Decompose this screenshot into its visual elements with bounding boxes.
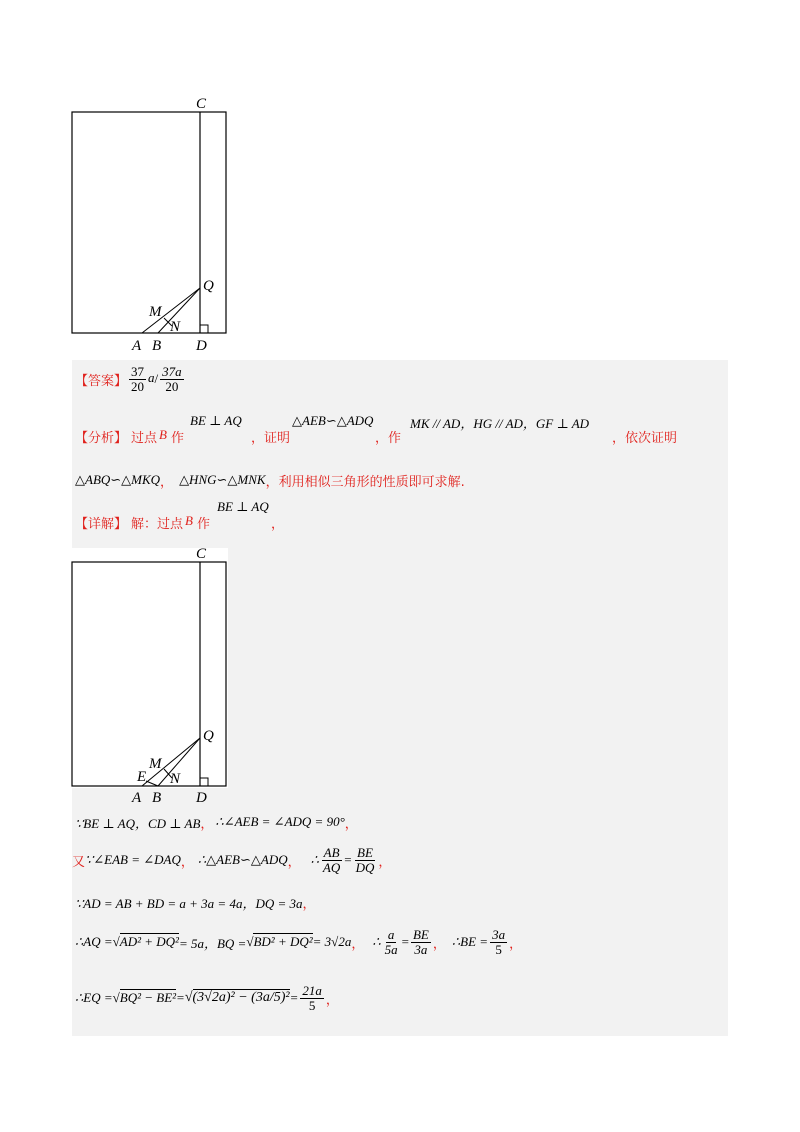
detail-text-1c: 作	[197, 517, 211, 532]
step-4-bq: = 5a，BQ =	[178, 935, 247, 951]
figure-2-svg	[60, 540, 240, 805]
outer-rectangle-2	[72, 562, 226, 786]
step-4-ratio-1	[381, 928, 402, 956]
detail-point-b: B	[185, 513, 193, 528]
label-m-2: M	[149, 756, 162, 772]
step-4-ratio-2-den: 3a	[414, 941, 428, 957]
figure-1-svg	[60, 90, 240, 355]
answer-line	[75, 362, 186, 396]
label-c: C	[196, 96, 207, 112]
step-3	[75, 892, 316, 912]
step-3-comma: ，	[302, 896, 316, 912]
analysis-math-3: MK // AD，HG // AD，GF ⊥ AD	[410, 416, 590, 431]
step-1-math-a: ∵BE ⊥ AQ，CD ⊥ AB	[75, 815, 201, 831]
step-4-sqrt-2: √BD² + DQ²	[246, 934, 313, 949]
step-2-math-b: ∵∠EAB = ∠DAQ	[85, 852, 181, 867]
detail-text-1: 解：过点	[131, 517, 184, 532]
answer-v2-num: 37a	[162, 363, 182, 379]
step-5-eq-label: ∴EQ =	[75, 990, 113, 1005]
step-4-eq: =	[401, 934, 409, 949]
analysis-line-1	[75, 410, 725, 450]
step-5-sqrt-1: √BQ² − BE²	[112, 990, 177, 1005]
analysis-tag: 【分析】	[75, 431, 128, 446]
step-4-be-value	[488, 928, 509, 956]
detail-math-1: BE ⊥ AQ	[217, 499, 269, 514]
step-1-math-c: ∴∠AEB = ∠ADQ = 90°	[215, 814, 345, 829]
label-n: N	[170, 319, 181, 335]
answer-v1-var: a	[148, 369, 155, 385]
analysis-line-2	[75, 470, 465, 490]
analysis-math-2: △AEB∽△ADQ	[292, 413, 374, 428]
answer-v1-num: 37	[131, 363, 145, 379]
analysis-text-1: 过点	[131, 431, 158, 446]
step-2-ratio-1	[319, 846, 344, 874]
step-4-ratio-1-den: 5a	[384, 941, 398, 957]
step-4-ratio-2	[409, 928, 433, 956]
geometry-figure-2	[60, 540, 240, 805]
analysis-math-1: BE ⊥ AQ	[190, 413, 242, 428]
step-4-be: ∴BE =	[451, 934, 489, 949]
label-c-2: C	[196, 546, 207, 562]
answer-value-2	[158, 365, 186, 393]
analysis-text-5: ，	[160, 474, 174, 490]
label-b-2: B	[152, 790, 162, 805]
label-b: B	[152, 338, 162, 354]
step-2-ratio-1-den: AQ	[322, 859, 341, 875]
label-a: A	[132, 338, 142, 354]
step-2-ratio-2-num: BE	[357, 844, 373, 860]
step-4-be-den: 5	[495, 941, 502, 957]
label-d-2: D	[196, 790, 207, 805]
step-2-you: 又	[72, 854, 86, 870]
step-4-ratio-2-num: BE	[412, 926, 429, 942]
step-5	[75, 976, 339, 1020]
step-4	[75, 924, 522, 960]
step-5-eq-1: =	[176, 990, 185, 1005]
step-4-bq-value: = 3√2a	[312, 934, 352, 949]
detail-line	[75, 496, 375, 530]
step-5-result	[298, 984, 326, 1012]
step-4-sqrt-1-body: AD² + DQ²	[119, 934, 179, 949]
answer-v2-den: 20	[165, 378, 179, 394]
step-2-math-d: ∴△AEB∽△ADQ	[197, 852, 288, 867]
outer-rectangle	[72, 112, 226, 333]
analysis-text-6: ，利用相似三角形的性质即可求解.	[265, 474, 465, 490]
step-1	[75, 812, 358, 832]
step-1-comma-b: ，	[344, 816, 358, 832]
analysis-text-3: ，作	[375, 431, 402, 446]
step-4-sqrt-1: √AD² + DQ²	[112, 934, 179, 949]
step-5-result-num: 21a	[302, 982, 322, 998]
step-4-aq: ∴AQ =	[75, 934, 113, 949]
analysis-math-4: △ABQ∽△MKQ	[75, 472, 161, 487]
step-5-eq-2: =	[289, 990, 299, 1005]
step-2	[72, 840, 391, 880]
answer-value-1	[127, 365, 155, 393]
step-5-sqrt-1-body: BQ² − BE²	[119, 990, 177, 1005]
step-2-comma-c: ，	[378, 854, 392, 870]
step-2-comma-b: ，	[287, 854, 301, 870]
label-n-2: N	[170, 771, 181, 787]
analysis-text-2: ，证明	[251, 431, 291, 446]
step-4-be-num: 3a	[492, 926, 506, 942]
step-2-therefore: ∴	[310, 852, 319, 867]
detail-tag: 【详解】	[75, 517, 128, 532]
detail-text-2: ，	[271, 517, 285, 532]
answer-v1-den: 20	[131, 378, 145, 394]
step-2-comma-a: ，	[180, 854, 194, 870]
answer-tag: 【答案】	[75, 373, 128, 389]
step-4-comma-a: ，	[351, 936, 365, 952]
step-2-eq: =	[344, 852, 352, 867]
step-4-comma-b: ，	[432, 936, 446, 952]
step-4-sqrt-2-body: BD² + DQ²	[253, 934, 313, 949]
analysis-point-b: B	[159, 427, 167, 442]
step-4-comma-c: ，	[509, 936, 523, 952]
label-e-2: E	[137, 769, 147, 785]
step-4-therefore-1: ∴	[372, 934, 381, 949]
step-1-comma-a: ，	[200, 816, 214, 832]
step-3-math: ∵AD = AB + BD = a + 3a = 4a，DQ = 3a	[75, 895, 303, 911]
label-q-2: Q	[203, 728, 214, 744]
step-5-sqrt-2-body: (3√2a)² − (3a/5)²	[192, 990, 290, 1005]
label-q: Q	[203, 278, 214, 294]
step-5-sqrt-2: √(3√2a)² − (3a/5)²	[184, 990, 290, 1005]
step-2-ratio-2	[352, 846, 379, 874]
analysis-math-5: △HNG∽△MNK	[179, 472, 266, 487]
label-a-2: A	[132, 790, 142, 805]
answer-separator: /	[154, 371, 159, 386]
step-2-ratio-2-den: DQ	[355, 859, 375, 875]
label-d: D	[196, 338, 207, 354]
step-5-comma: ，	[325, 992, 339, 1008]
step-5-result-den: 5	[308, 997, 316, 1013]
step-2-ratio-1-num: AB	[323, 844, 340, 860]
step-4-ratio-1-num: a	[387, 926, 395, 942]
analysis-text-1c: 作	[171, 431, 185, 446]
geometry-figure-1	[60, 90, 240, 355]
label-m: M	[149, 304, 162, 320]
analysis-text-4: ，依次证明	[612, 431, 678, 446]
